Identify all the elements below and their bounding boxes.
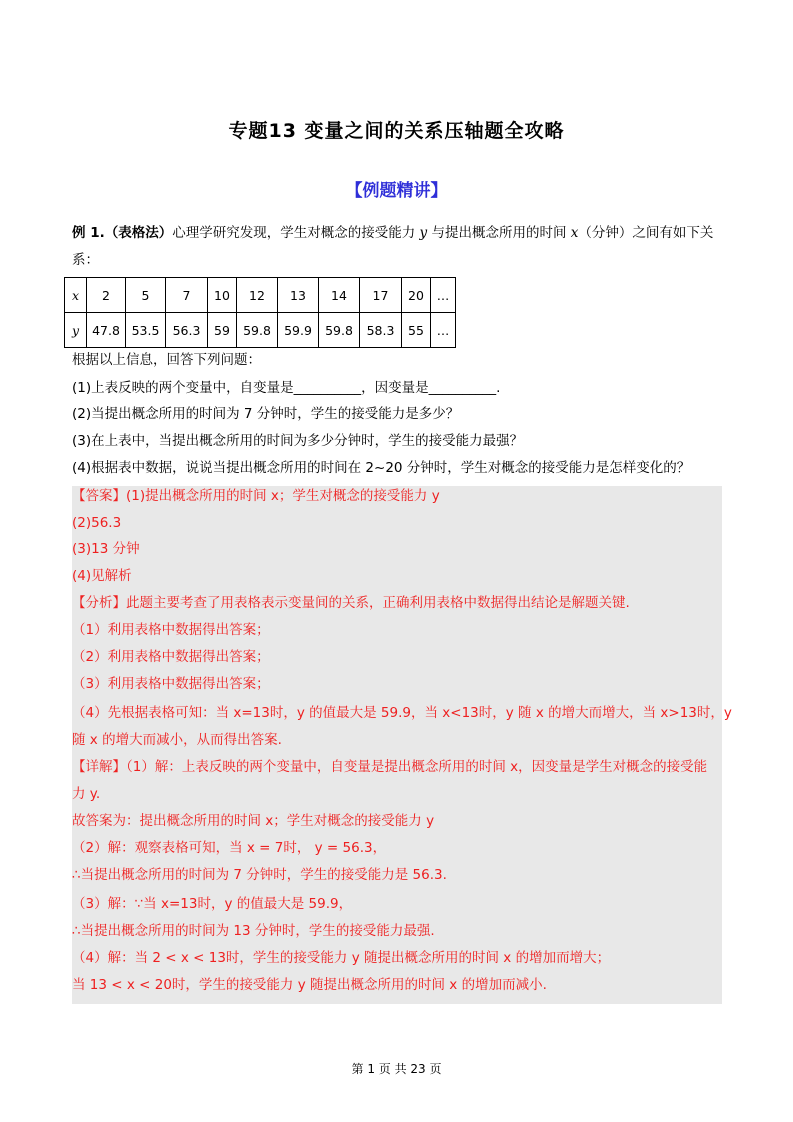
table-header-y: y [65,313,87,348]
question-2: (2)当提出概念所用的时间为 7 分钟时，学生的接受能力是多少？ [72,406,460,422]
analysis-step-4-line-2: 随 x 的增大而减小，从而得出答案. [72,732,282,748]
table-cell: 59.8 [237,313,278,348]
example-intro [72,220,724,274]
table-row-x [65,278,456,313]
example-label: 例 1.（表格法） [72,225,173,241]
analysis-step-3: （3）利用表格中数据得出答案； [72,676,270,692]
intro-text-b: 与提出概念所用的时间 [427,225,571,241]
detail-2-line-1: （2）解：观察表格可知，当 x = 7时， y = 56.3， [72,840,387,856]
table-row-y [65,313,456,348]
document-title: 专题13 变量之间的关系压轴题全攻略 [228,120,565,142]
detail-3-line-1: （3）解：∵当 x=13时，y 的值最大是 59.9， [72,896,353,912]
section-heading: 【例题精讲】 [345,181,448,201]
table-cell: 47.8 [87,313,126,348]
detail-4-line-2: 当 13 < x < 20时，学生的接受能力 y 随提出概念所用的时间 x 的增加而减小. [72,977,547,993]
table-cell: 14 [319,278,360,313]
table-cell: 13 [278,278,319,313]
intro-text-a: 心理学研究发现，学生对概念的接受能力 [172,225,420,241]
table-cell: 53.5 [126,313,166,348]
question-1: (1)上表反映的两个变量中，自变量是__________，因变量是__________. [72,380,501,396]
detail-1-line-1: 【详解】（1）解：上表反映的两个变量中，自变量是提出概念所用的时间 x，因变量是学生对概念的接受能 [72,759,708,775]
table-cell: 12 [237,278,278,313]
detail-4-line-1: （4）解：当 2 < x < 13时，学生的接受能力 y 随提出概念所用的时间 x 的增加而增大； [72,950,611,966]
detail-1-line-2: 力 y. [72,786,101,802]
answer-2: (2)56.3 [72,515,122,531]
table-cell: … [431,278,456,313]
intro-text-c: （分钟）之间有如下关系： [72,225,714,268]
question-4: (4)根据表中数据，说说当提出概念所用的时间在 2~20 分钟时，学生对概念的接受能力是怎样变化的？ [72,460,691,476]
page-footer: 第 1 页 共 23 页 [351,1062,442,1076]
questions-lead: 根据以上信息，回答下列问题： [72,352,261,368]
analysis-step-2: （2）利用表格中数据得出答案； [72,649,270,665]
analysis-heading: 【分析】此题主要考查了用表格表示变量间的关系，正确利用表格中数据得出结论是解题关键. [72,595,630,611]
detail-3-line-2: ∴当提出概念所用的时间为 13 分钟时，学生的接受能力最强. [72,923,435,939]
detail-1-conclusion: 故答案为：提出概念所用的时间 x；学生对概念的接受能力 y [72,813,435,829]
table-cell: 56.3 [166,313,208,348]
table-cell: 7 [166,278,208,313]
answer-3: (3)13 分钟 [72,541,140,557]
table-cell: 59 [208,313,237,348]
detail-2-line-2: ∴当提出概念所用的时间为 7 分钟时，学生的接受能力是 56.3. [72,867,447,883]
intro-var-y: y [419,225,428,241]
table-cell: 17 [360,278,402,313]
table-cell: 10 [208,278,237,313]
table-cell: 55 [402,313,431,348]
answer-4: (4)见解析 [72,568,132,584]
analysis-step-4-line-1: （4）先根据表格可知：当 x=13时，y 的值最大是 59.9，当 x<13时，y 随 x 的增大而增大，当 x>13时，y [72,705,732,721]
answer-1: 【答案】(1)提出概念所用的时间 x；学生对概念的接受能力 y [72,488,440,504]
table-cell: 2 [87,278,126,313]
table-header-x: x [65,278,87,313]
table-cell: 5 [126,278,166,313]
table-cell: 59.8 [319,313,360,348]
data-table [64,277,456,348]
table-cell: 58.3 [360,313,402,348]
table-cell: 20 [402,278,431,313]
table-cell: 59.9 [278,313,319,348]
table-cell: … [431,313,456,348]
question-3: (3)在上表中，当提出概念所用的时间为多少分钟时，学生的接受能力最强？ [72,433,524,449]
analysis-step-1: （1）利用表格中数据得出答案； [72,622,270,638]
intro-var-x: x [570,225,579,241]
